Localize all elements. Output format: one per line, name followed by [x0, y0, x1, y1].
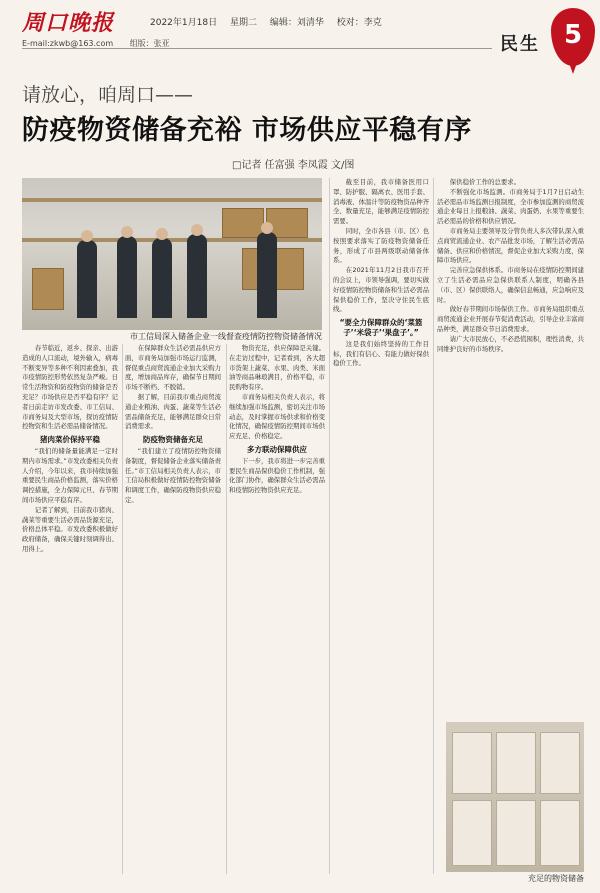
- photo-person-head: [121, 226, 133, 238]
- column-divider: [433, 178, 434, 874]
- masthead: [0, 0, 600, 88]
- photo-person: [257, 232, 277, 318]
- paragraph: 记者了解到，目前我市猪肉、蔬菜等重要生活必需品货源充足，价格总体平稳。市发改委积极做好政府储备，确保关键时刻调得出、用得上。: [22, 505, 118, 553]
- paragraph: 市商务局主要领导及分管负责人多次带队深入重点商贸流通企业、农产品批发市场，了解生活必需品储备、供应和价格情况，督促企业加大采购力度，保障市场供应。: [437, 226, 584, 265]
- paragraph: 做好春节期间市场保供工作。市商务局组织重点商贸流通企业开展春节促消费活动，引导企业丰富商品种类，满足群众节日消费需求。: [437, 305, 584, 333]
- supply-stock-photo: [446, 722, 584, 872]
- photo-box: [222, 208, 264, 238]
- photo-stack: [540, 800, 580, 866]
- column-divider: [122, 344, 123, 874]
- page-number: 5: [563, 20, 583, 50]
- paragraph: 市商务局相关负责人表示，将继续加强市场监测，密切关注市场动态，及时掌握市场供求和价格变化情况，确保疫情防控期间市场供应充足、价格稳定。: [229, 392, 325, 441]
- subheading: 防疫物资储备充足: [143, 435, 203, 445]
- photo-box: [32, 268, 64, 310]
- layout-credit: 组版：张亚: [129, 39, 170, 48]
- article-byline: □记者 任富强 李凤霞 文/图: [232, 160, 355, 171]
- paragraph: 同时，全市各县（市、区）也按照要求落实了防疫物资储备任务，形成了市县两级联动储备体系。: [333, 226, 429, 265]
- header-rule: [22, 48, 492, 49]
- photo-person-head: [81, 230, 93, 242]
- photo-stack: [452, 800, 492, 866]
- photo-caption: 市工信局深入储备企业一线督查疫情防控物资储备情况: [130, 332, 322, 341]
- paragraph: 完善应急保供体系。市商务局在疫情防控期间建立了生活必需品应急保供联系人制度，明确各县（市、区）保供联络人，确保信息畅通，应急响应及时。: [437, 266, 584, 304]
- paragraph: 这是我们始终坚持的工作目标，我们有信心、有能力做好保供稳价工作。: [333, 339, 429, 368]
- editor-credit: 编辑：刘清华: [269, 18, 324, 28]
- column-divider: [329, 178, 330, 874]
- subheading: 猪肉菜价保持平稳: [40, 435, 100, 445]
- photo-shelf: [22, 238, 322, 242]
- photo-shelf: [22, 198, 322, 202]
- article-column-1: [22, 344, 118, 874]
- photo-person-head: [261, 222, 273, 234]
- issue-date: 2022年1月18日: [150, 18, 218, 28]
- article-kicker: 请放心，咱周口——: [22, 84, 194, 106]
- paragraph: 据了解，目前我市重点商贸流通企业粮油、肉蛋、蔬菜等生活必需品储备充足，能够满足群众日常消费需求。: [125, 392, 221, 431]
- column-divider: [226, 344, 227, 874]
- article-column-5: [437, 178, 584, 718]
- section-title: 民生: [500, 34, 540, 55]
- paragraph: 截至目前，我市储备医用口罩、防护服、隔离衣、医用手套、消毒液、体温计等防疫物资品种齐全、数量充足，能够满足疫情防控需要。: [333, 178, 429, 226]
- page-number-badge: [551, 8, 595, 66]
- article-column-2: [125, 344, 221, 874]
- article-headline: 防疫物资储备充裕 市场供应平稳有序: [22, 115, 472, 146]
- issue-weekday: 星期二: [229, 18, 257, 28]
- badge-pointer: [568, 60, 578, 74]
- paragraph: 保供稳价工作的总要求。: [449, 178, 521, 186]
- photo-stack: [496, 800, 536, 866]
- photo-stack: [452, 732, 492, 794]
- paragraph: “我们的储备量能满足一定时期内市场需求。”市发改委相关负责人介绍，今年以来，我市持续加强重要民生商品价格监测，落实价格调控措施，全力保障元旦、春节期间市场供应平稳有序。: [22, 446, 118, 504]
- paragraph: 下一步，我市将进一步完善重要民生商品保供稳价工作机制，强化部门协作，确保群众生活必需品和疫情防控物资供应充足。: [229, 456, 325, 495]
- paragraph: 在保障群众生活必需品供应方面，市商务局加强市场运行监测，督促重点商贸流通企业加大采购力度，增加商品库存，确保节日期间市场不断档、不脱销。: [125, 344, 221, 392]
- photo-person: [152, 238, 172, 318]
- photo-person-head: [191, 224, 203, 236]
- photo-person-head: [156, 228, 168, 240]
- article-column-3: [229, 344, 325, 874]
- article-column-4: [333, 178, 429, 874]
- newspaper-logo: 周口晚报: [22, 10, 115, 36]
- proof-credit: 校对：李克: [336, 18, 382, 28]
- photo-person: [187, 234, 207, 318]
- paragraph: 不断强化市场监测。市商务局于1月7日启动生活必需品市场监测日报制度，全市参加监测的商贸流通企业每日上报粮油、蔬菜、肉蛋奶、水果等重要生活必需品的价格和供应情况。: [437, 187, 584, 226]
- photo-stack: [496, 732, 536, 794]
- email-address: E-mail:zkwb@163.com: [22, 39, 114, 48]
- paragraph: 物资充足，供应保障是关键。在走访过程中，记者看到，各大超市货架上蔬菜、水果、肉类、米面油等商品琳琅满目，价格平稳，市民购物有序。: [229, 344, 325, 392]
- pull-quote: “要全力保障群众的‘菜篮子’‘米袋子’‘果盘子’。”: [339, 318, 423, 337]
- paragraph: 在2021年11月2日我市召开的会议上，市领导强调，要切实做好疫情防控物资储备和生活必需品保供稳价工作，坚决守住民生底线。: [333, 266, 429, 314]
- photo-stack: [540, 732, 580, 794]
- paragraph: 请广大市民放心，不必恐慌囤积，理性消费，共同维护良好的市场秩序。: [437, 334, 584, 353]
- subheading: 多方联动保障供应: [247, 444, 307, 454]
- photo-person: [77, 240, 97, 318]
- photo-person: [117, 236, 137, 318]
- warehouse-inspection-photo: [22, 178, 322, 330]
- paragraph: 春节临近，返乡、探亲、出游造成的人口流动，境外输入，病毒不断变异等多种不利因素叠加，我市疫情防控形势依然复杂严峻。日常生活物资和防疫物资的储备是否充足？市场供应是否平稳有序？记者日前走访市发改委、市工信局、市商务局及大型市场，探访疫情防控物资和生活必需品储备情况。: [22, 344, 118, 431]
- photo-caption: 充足的物资储备: [528, 874, 584, 883]
- dateline: [150, 15, 392, 28]
- paragraph: “我们建立了疫情防控物资储备制度，督促储备企业落实储备责任。”市工信局相关负责人表示，市工信局积极做好疫情防控物资储备和调度工作，确保防疫物资供应稳定。: [125, 446, 221, 504]
